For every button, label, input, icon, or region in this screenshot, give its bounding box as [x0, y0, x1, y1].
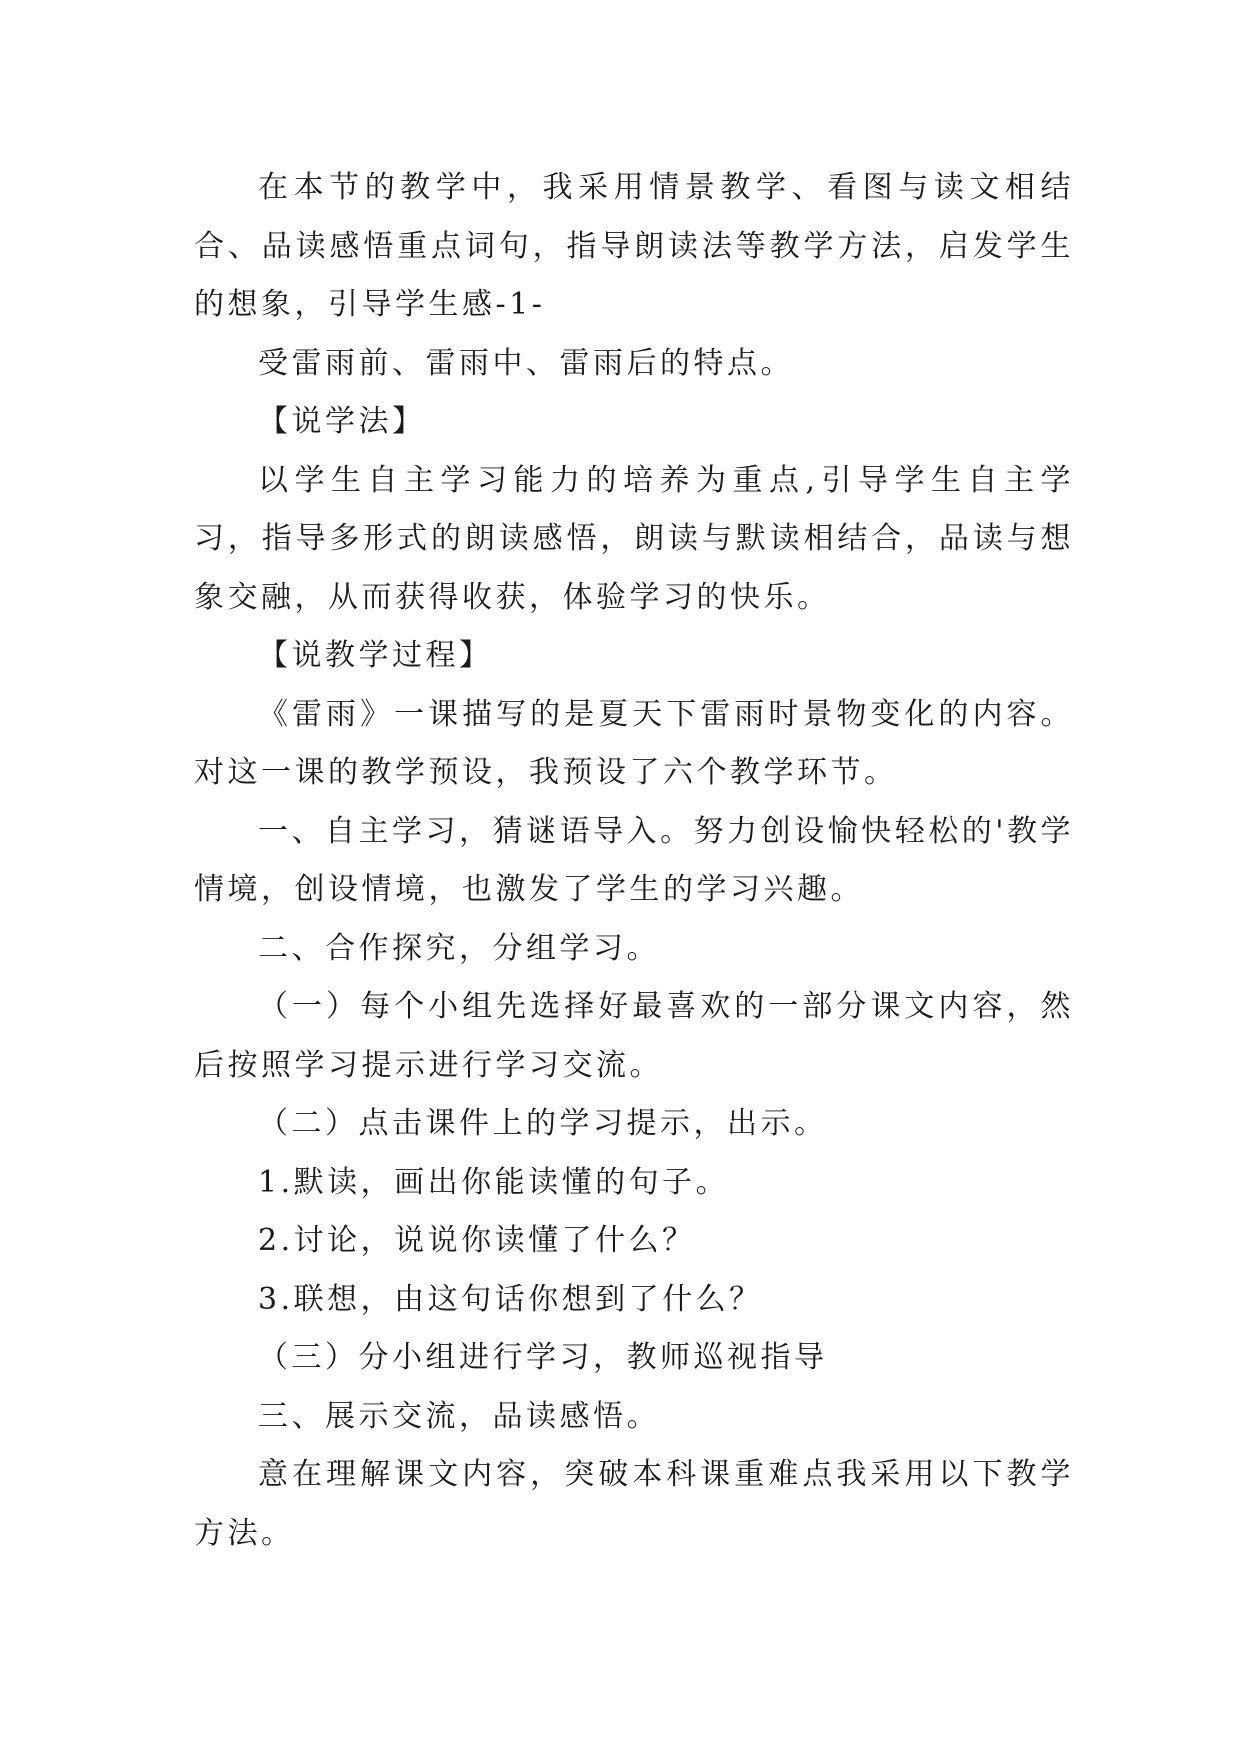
paragraph-9: （三）分小组进行学习，教师巡视指导 — [258, 1340, 828, 1375]
heading-teaching-process: 【说教学过程】 — [258, 638, 493, 673]
paragraph-8: （二）点击课件上的学习提示，出示。 — [258, 1106, 828, 1141]
paragraph-10: 三、展示交流，品读感悟。 — [258, 1398, 660, 1434]
paragraph-7: （一）每个小组先选择好最喜欢的一部分课文内容，然后按照学习提示进行学习交流。 — [194, 989, 1074, 1083]
document-body — [194, 159, 1074, 1563]
list-item-3: 3.联想，由这句话你想到了什么？ — [258, 1281, 763, 1317]
heading-study-method: 【说学法】 — [258, 404, 426, 439]
paragraph-3: 以学生自主学习能力的培养为重点,引导学生自主学习，指导多形式的朗读感悟，朗读与默读相结合，品读与想象交融，从而获得收获，体验学习的快乐。 — [194, 462, 1074, 615]
paragraph-11: 意在理解课文内容，突破本科课重难点我采用以下教学方法。 — [194, 1457, 1074, 1551]
list-item-2: 2.讨论，说说你读懂了什么？ — [258, 1223, 696, 1258]
paragraph-5: 一、自主学习，猜谜语导入。努力创设愉快轻松的'教学情境，创设情境，也激发了学生的学习兴趣。 — [194, 813, 1074, 907]
paragraph-4: 《雷雨》一课描写的是夏天下雷雨时景物变化的内容。对这一课的教学预设，我预设了六个教学环节。 — [194, 696, 1074, 790]
paragraph-1: 在本节的教学中，我采用情景教学、看图与读文相结合、品读感悟重点词句，指导朗读法等教学方法，启发学生的想象，引导学生感-1- — [194, 170, 1074, 322]
paragraph-2: 受雷雨前、雷雨中、雷雨后的特点。 — [258, 345, 794, 381]
paragraph-6: 二、合作探究，分组学习。 — [258, 930, 660, 966]
list-item-1: 1.默读，画出你能读懂的句子。 — [258, 1164, 730, 1200]
